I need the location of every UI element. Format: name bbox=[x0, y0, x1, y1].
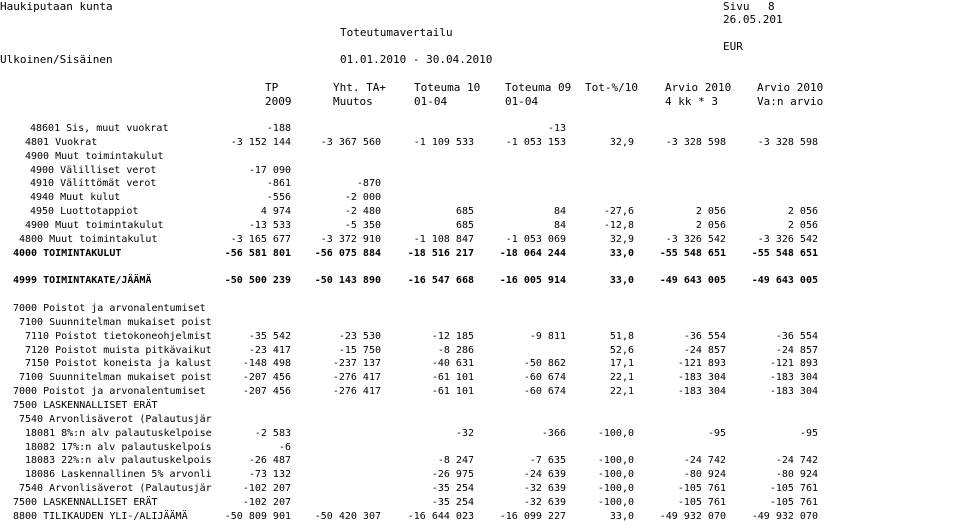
row-value: -105 761 bbox=[677, 496, 726, 508]
table-row bbox=[0, 330, 960, 344]
row-value: -276 417 bbox=[332, 386, 381, 398]
row-label: 7000 Poistot ja arvonalentumiset bbox=[13, 303, 206, 315]
row-label: 4800 Muut toimintakulut bbox=[19, 233, 158, 245]
col-header-arvio2-sub: Va:n arvio bbox=[757, 95, 824, 108]
row-value: -183 304 bbox=[769, 372, 818, 384]
col-header-arvio2: Arvio 2010 bbox=[757, 81, 824, 94]
row-value: -3 152 144 bbox=[230, 136, 291, 148]
table-row bbox=[0, 371, 960, 385]
row-label: 48601 Sis, muut vuokrat bbox=[30, 123, 169, 134]
row-label: 7100 Suunnitelman mukaiset poist bbox=[19, 372, 212, 384]
row-value: -50 420 307 bbox=[314, 510, 381, 522]
row-value: -60 674 bbox=[523, 372, 566, 384]
row-value: -17 090 bbox=[248, 164, 291, 176]
row-value: -73 132 bbox=[248, 469, 291, 481]
row-value: -32 639 bbox=[523, 483, 566, 495]
col-header-totpct: Tot-%/10 bbox=[585, 81, 638, 94]
table-row bbox=[0, 233, 960, 247]
currency-label: EUR bbox=[723, 40, 743, 53]
row-value: -32 639 bbox=[523, 496, 566, 508]
row-value: 2 056 bbox=[787, 219, 818, 231]
row-value: -27,6 bbox=[603, 206, 634, 218]
row-value: -121 893 bbox=[677, 358, 726, 370]
row-value: -61 101 bbox=[431, 372, 474, 384]
row-value: -23 417 bbox=[248, 344, 291, 356]
row-value: -49 643 005 bbox=[659, 275, 726, 287]
row-value: -32 bbox=[455, 427, 474, 439]
row-value: -556 bbox=[266, 192, 291, 204]
row-value: -870 bbox=[356, 178, 381, 190]
row-value: -2 480 bbox=[344, 206, 381, 218]
row-value: -100,0 bbox=[597, 496, 634, 508]
row-value: -35 542 bbox=[248, 330, 291, 342]
table-row bbox=[0, 274, 960, 288]
row-value: -12,8 bbox=[603, 219, 634, 231]
row-value: -1 108 847 bbox=[413, 233, 474, 245]
row-label: 18081 8%:n alv palautuskelpoise bbox=[25, 427, 212, 439]
col-header-arvio1: Arvio 2010 bbox=[665, 81, 732, 94]
row-value: -24 742 bbox=[775, 455, 818, 467]
row-value: -102 207 bbox=[242, 496, 291, 508]
row-value: -366 bbox=[541, 427, 566, 439]
row-value: -49 932 070 bbox=[659, 510, 726, 522]
row-value: -3 165 677 bbox=[230, 233, 291, 245]
row-value: -50 500 239 bbox=[224, 275, 291, 287]
row-value: -24 742 bbox=[683, 455, 726, 467]
row-value: -3 328 598 bbox=[757, 136, 818, 148]
page-number: 8 bbox=[768, 0, 775, 13]
row-value: -207 456 bbox=[242, 372, 291, 384]
page-label: Sivu bbox=[723, 0, 750, 13]
row-value: -49 932 070 bbox=[751, 510, 818, 522]
row-value: -60 674 bbox=[523, 386, 566, 398]
row-value: 2 056 bbox=[787, 206, 818, 218]
table-row bbox=[0, 344, 960, 358]
table-row bbox=[0, 441, 960, 455]
row-label: 7500 LASKENNALLISET ERÄT bbox=[13, 400, 158, 411]
row-value: -16 644 023 bbox=[407, 510, 474, 522]
col-header-tp: TP bbox=[265, 81, 279, 94]
table-row bbox=[0, 136, 960, 150]
row-value: 33,0 bbox=[609, 247, 634, 259]
row-label: 18086 Laskennallinen 5% arvonli bbox=[25, 469, 212, 481]
row-value: -50 862 bbox=[523, 358, 566, 370]
table-row bbox=[0, 205, 960, 219]
row-value: 685 bbox=[455, 219, 474, 231]
row-value: -24 857 bbox=[683, 344, 726, 356]
row-value: 2 056 bbox=[695, 219, 726, 231]
row-label: 7000 Poistot ja arvonalentumiset bbox=[13, 386, 206, 398]
row-value: -56 581 801 bbox=[224, 247, 291, 259]
row-value: -148 498 bbox=[242, 358, 291, 370]
row-value: -50 143 890 bbox=[314, 275, 381, 287]
row-value: -36 554 bbox=[683, 330, 726, 342]
table-row bbox=[0, 177, 960, 191]
row-value: -40 631 bbox=[431, 358, 474, 370]
row-value: -1 053 153 bbox=[505, 136, 566, 148]
row-value: -80 924 bbox=[683, 469, 726, 481]
table-row bbox=[0, 385, 960, 399]
row-value: 22,1 bbox=[609, 372, 634, 384]
row-value: -50 809 901 bbox=[224, 510, 291, 522]
row-value: -56 075 884 bbox=[314, 247, 381, 259]
row-label: 4940 Muut kulut bbox=[30, 192, 121, 204]
row-value: -18 064 244 bbox=[499, 247, 566, 259]
row-value: -102 207 bbox=[242, 483, 291, 495]
row-value: -100,0 bbox=[597, 469, 634, 481]
row-value: -861 bbox=[266, 178, 291, 190]
col-header-tot10-sub: 01-04 bbox=[414, 95, 448, 108]
row-label: 7500 LASKENNALLISET ERÄT bbox=[13, 496, 158, 508]
row-label: 4900 Muut toimintakulut bbox=[25, 219, 164, 231]
row-value: -9 811 bbox=[529, 330, 566, 342]
table-row bbox=[0, 357, 960, 371]
row-value: -100,0 bbox=[597, 427, 634, 439]
row-value: -24 857 bbox=[775, 344, 818, 356]
row-value: 32,9 bbox=[609, 233, 634, 245]
report-title: Toteutumavertailu bbox=[340, 26, 453, 39]
row-label: 7100 Suunnitelman mukaiset poist bbox=[19, 316, 212, 328]
row-value: -6 bbox=[278, 441, 291, 453]
row-value: 52,6 bbox=[609, 344, 634, 356]
row-value: -7 635 bbox=[529, 455, 566, 467]
row-value: -55 548 651 bbox=[751, 247, 818, 259]
row-value: -35 254 bbox=[431, 496, 474, 508]
row-value: -2 000 bbox=[344, 192, 381, 204]
col-header-tot09: Toteuma 09 bbox=[505, 81, 572, 94]
table-row bbox=[0, 468, 960, 482]
row-value: -3 326 542 bbox=[757, 233, 818, 245]
row-label: 7120 Poistot muista pitkävaikut bbox=[25, 344, 212, 356]
row-value: -121 893 bbox=[769, 358, 818, 370]
row-value: -23 530 bbox=[338, 330, 381, 342]
table-row bbox=[0, 288, 960, 302]
table-row bbox=[0, 247, 960, 261]
row-value: -100,0 bbox=[597, 483, 634, 495]
row-value: -105 761 bbox=[769, 483, 818, 495]
row-value: -1 053 069 bbox=[505, 233, 566, 245]
row-value: -276 417 bbox=[332, 372, 381, 384]
row-value: -183 304 bbox=[769, 386, 818, 398]
row-value: -35 254 bbox=[431, 483, 474, 495]
table-row bbox=[0, 191, 960, 205]
row-label: 18083 22%:n alv palautuskelpois bbox=[25, 455, 212, 467]
row-label: 7540 Arvonlisäverot (Palautusjär bbox=[19, 483, 212, 495]
report-date: 26.05.201 bbox=[723, 13, 783, 26]
row-value: -18 516 217 bbox=[407, 247, 474, 259]
row-value: -24 639 bbox=[523, 469, 566, 481]
row-value: 33,0 bbox=[609, 510, 634, 522]
row-value: -105 761 bbox=[677, 483, 726, 495]
row-value: -105 761 bbox=[769, 496, 818, 508]
row-value: -13 533 bbox=[248, 219, 291, 231]
row-value: -16 005 914 bbox=[499, 275, 566, 287]
row-value: -183 304 bbox=[677, 372, 726, 384]
scope-label: Ulkoinen/Sisäinen bbox=[0, 53, 113, 66]
row-label: 4900 Muut toimintakulut bbox=[25, 150, 164, 162]
row-value: -237 137 bbox=[332, 358, 381, 370]
period-label: 01.01.2010 - 30.04.2010 bbox=[340, 53, 493, 66]
row-value: -55 548 651 bbox=[659, 247, 726, 259]
row-value: -100,0 bbox=[597, 455, 634, 467]
row-label: 8800 TILIKAUDEN YLI-/ALIJÄÄMÄ bbox=[13, 510, 188, 522]
table-row bbox=[0, 316, 960, 330]
table-row bbox=[0, 427, 960, 441]
row-value: -26 975 bbox=[431, 469, 474, 481]
row-value: -49 643 005 bbox=[751, 275, 818, 287]
table-row bbox=[0, 399, 960, 413]
row-label: 18082 17%:n alv palautuskelpois bbox=[25, 441, 212, 453]
row-value: -3 367 560 bbox=[320, 136, 381, 148]
row-value: 84 bbox=[553, 219, 566, 231]
table-row bbox=[0, 122, 960, 136]
row-value: -183 304 bbox=[677, 386, 726, 398]
row-value: 84 bbox=[553, 206, 566, 218]
row-label: 4999 TOIMINTAKATE/JÄÄMÄ bbox=[13, 275, 152, 287]
table-row bbox=[0, 482, 960, 496]
row-label: 4801 Vuokrat bbox=[25, 136, 98, 148]
row-value: 2 056 bbox=[695, 206, 726, 218]
row-value: -5 350 bbox=[344, 219, 381, 231]
col-header-arvio1-sub: 4 kk * 3 bbox=[665, 95, 718, 108]
row-label: 7110 Poistot tietokoneohjelmist bbox=[25, 330, 212, 342]
table-row bbox=[0, 150, 960, 164]
row-value: -26 487 bbox=[248, 455, 291, 467]
col-header-ta: Yht. TA+ bbox=[333, 81, 386, 94]
row-value: -3 326 542 bbox=[665, 233, 726, 245]
table-row bbox=[0, 261, 960, 275]
row-label: 7150 Poistot koneista ja kalust bbox=[25, 358, 212, 370]
row-value: -1 109 533 bbox=[413, 136, 474, 148]
col-header-tp-sub: 2009 bbox=[265, 95, 292, 108]
org-name: Haukiputaan kunta bbox=[0, 0, 113, 13]
row-value: -95 bbox=[799, 427, 818, 439]
row-value: -8 247 bbox=[437, 455, 474, 467]
col-header-tot10: Toteuma 10 bbox=[414, 81, 481, 94]
row-label: 7540 Arvonlisäverot (Palautusjär bbox=[19, 413, 212, 425]
row-value: -12 185 bbox=[431, 330, 474, 342]
row-value: -61 101 bbox=[431, 386, 474, 398]
row-value: -8 286 bbox=[437, 344, 474, 356]
table-row bbox=[0, 454, 960, 468]
table-row bbox=[0, 164, 960, 178]
row-value: -3 328 598 bbox=[665, 136, 726, 148]
row-value: 51,8 bbox=[609, 330, 634, 342]
table-row bbox=[0, 219, 960, 233]
row-value: -13 bbox=[547, 123, 566, 134]
row-value: 4 974 bbox=[260, 206, 291, 218]
row-label: 4000 TOIMINTAKULUT bbox=[13, 247, 122, 259]
col-header-tot09-sub: 01-04 bbox=[505, 95, 539, 108]
table-row bbox=[0, 496, 960, 510]
col-header-ta-sub: Muutos bbox=[333, 95, 373, 108]
row-label: 4950 Luottotappiot bbox=[30, 206, 139, 218]
row-value: 685 bbox=[455, 206, 474, 218]
row-value: -188 bbox=[266, 123, 291, 134]
row-value: -3 372 910 bbox=[320, 233, 381, 245]
table-row bbox=[0, 413, 960, 427]
row-value: 32,9 bbox=[609, 136, 634, 148]
row-value: -80 924 bbox=[775, 469, 818, 481]
row-label: 4900 Välilliset verot bbox=[30, 164, 157, 176]
row-value: -15 750 bbox=[338, 344, 381, 356]
row-value: -207 456 bbox=[242, 386, 291, 398]
row-value: -16 547 668 bbox=[407, 275, 474, 287]
row-value: -36 554 bbox=[775, 330, 818, 342]
row-value: -2 583 bbox=[254, 427, 291, 439]
row-value: 33,0 bbox=[609, 275, 634, 287]
row-label: 4910 Välittömät verot bbox=[30, 178, 157, 190]
row-value: -16 099 227 bbox=[499, 510, 566, 522]
row-value: 17,1 bbox=[609, 358, 634, 370]
table-row bbox=[0, 302, 960, 316]
row-value: -95 bbox=[707, 427, 726, 439]
row-value: 22,1 bbox=[609, 386, 634, 398]
